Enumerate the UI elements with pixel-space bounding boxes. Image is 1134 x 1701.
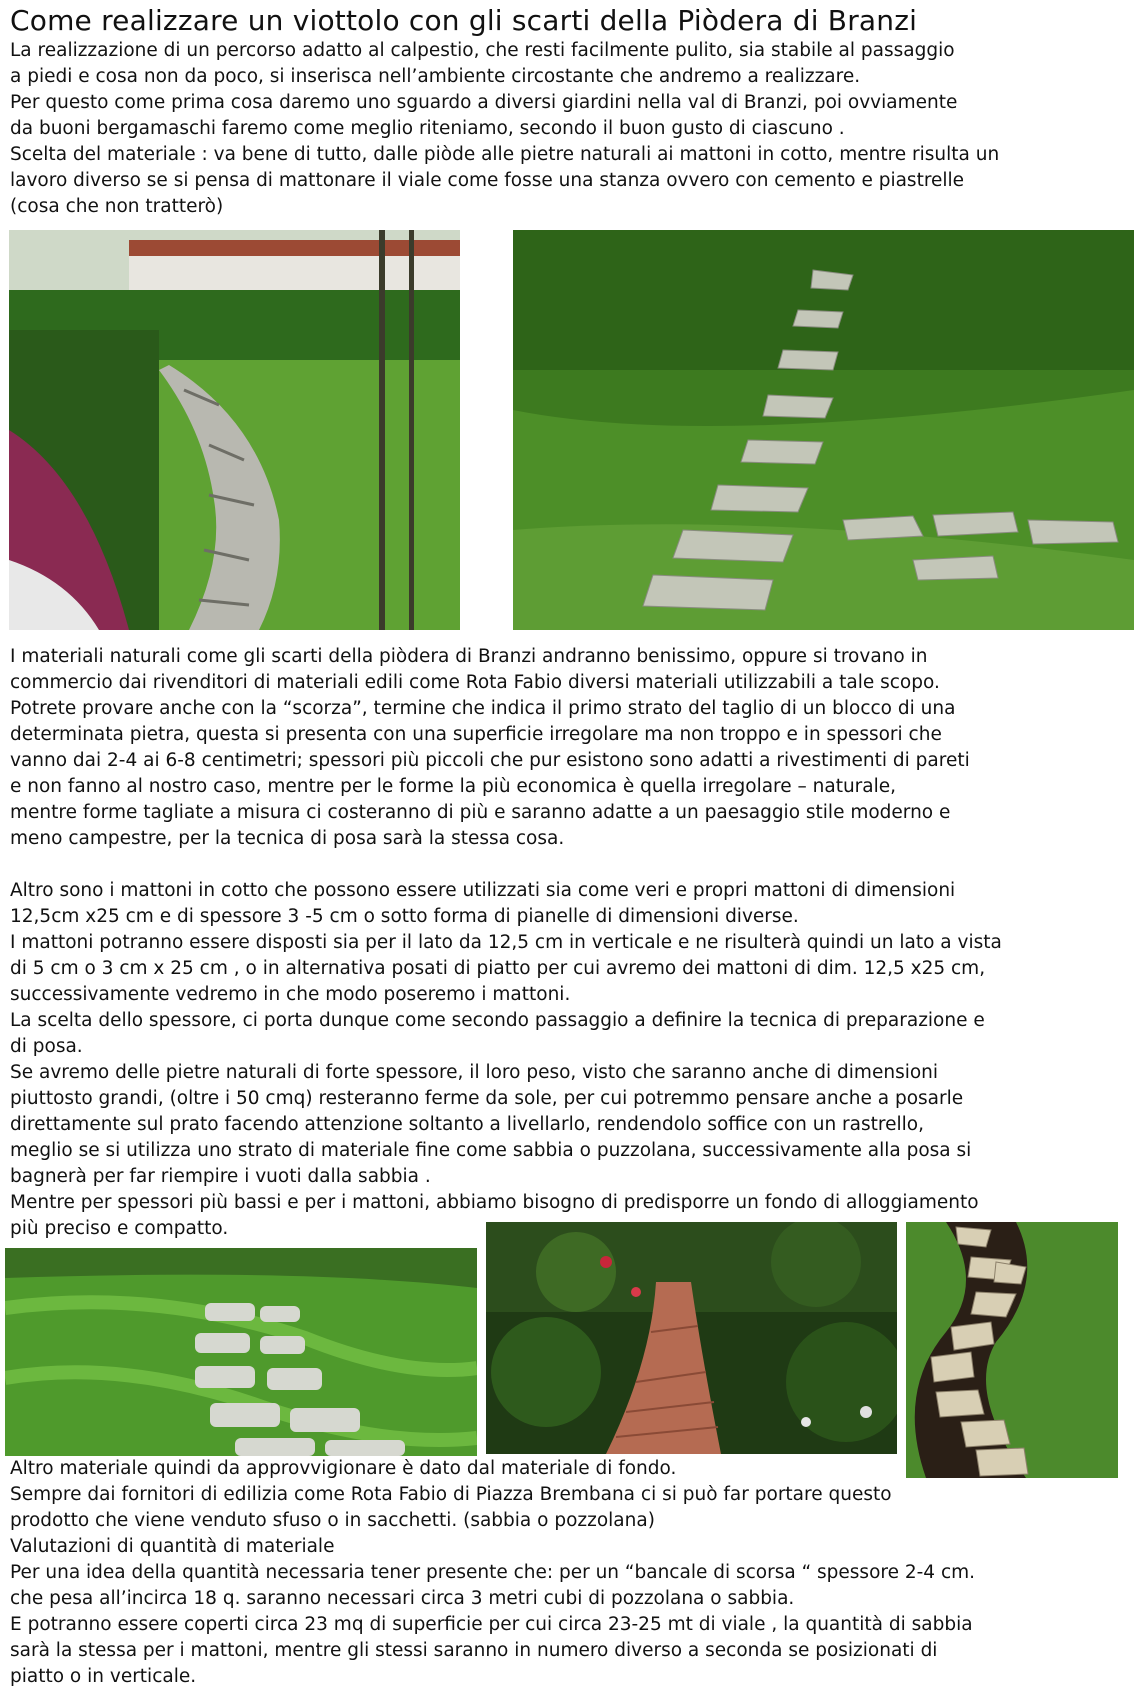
text-line: meglio se si utilizza uno strato di materiale fine come sabbia o puzzolana, successivamente alla posa si bbox=[10, 1140, 972, 1161]
text-line: da buoni bergamaschi faremo come meglio riteniamo, secondo il buon gusto di ciascuno . bbox=[10, 118, 845, 139]
text-line: che pesa all’incirca 18 q. saranno necessari circa 3 metri cubi di pozzolana o sabbia. bbox=[10, 1588, 795, 1609]
text-line: Scelta del materiale : va bene di tutto, dalle piòde alle pietre naturali ai mattoni in cotto, mentre risulta un bbox=[10, 144, 1000, 165]
text-line: prodotto che viene venduto sfuso o in sacchetti. (sabbia o pozzolana) bbox=[10, 1510, 655, 1531]
intro-paragraph bbox=[10, 38, 1124, 220]
text-line: piatto o in verticale. bbox=[10, 1666, 197, 1687]
text-line: determinata pietra, questa si presenta con una superficie irregolare ma non troppo e in spessori che bbox=[10, 724, 942, 745]
text-line: meno campestre, per la tecnica di posa sarà la stessa cosa. bbox=[10, 828, 565, 849]
text-line: mentre forme tagliate a misura ci costeranno di più e saranno adatte a un paesaggio stile moderno e bbox=[10, 802, 951, 823]
text-line: di 5 cm o 3 cm x 25 cm , o in alternativa posati di piatto per cui avremo dei mattoni di dim. 12,5 x25 cm, bbox=[10, 958, 986, 979]
text-line: La realizzazione di un percorso adatto al calpestio, che resti facilmente pulito, sia stabile al passaggio bbox=[10, 40, 955, 61]
text-line: più preciso e compatto. bbox=[10, 1218, 229, 1239]
text-line: La scelta dello spessore, ci porta dunque come secondo passaggio a definire la tecnica di preparazione e bbox=[10, 1010, 985, 1031]
body-paragraph-base-material bbox=[10, 1456, 1124, 1690]
text-line: I materiali naturali come gli scarti della piòdera di Branzi andranno benissimo, oppure si trovano in bbox=[10, 646, 928, 667]
text-line: Potrete provare anche con la “scorza”, termine che indica il primo strato del taglio di un blocco di una bbox=[10, 698, 956, 719]
text-line: bagnerà per far riempire i vuoti dalla sabbia . bbox=[10, 1166, 431, 1187]
section-heading-quantities: Valutazioni di quantità di materiale bbox=[10, 1536, 335, 1557]
text-line: Per una idea della quantità necessaria tener presente che: per un “bancale di scorsa “ spessore 2-4 cm. bbox=[10, 1562, 976, 1583]
text-line: (cosa che non tratterò) bbox=[10, 196, 224, 217]
text-line: Altro materiale quindi da approvvigionare è dato dal materiale di fondo. bbox=[10, 1458, 677, 1479]
text-line: lavoro diverso se si pensa di mattonare il viale come fosse una stanza ovvero con cemento e piastrelle bbox=[10, 170, 965, 191]
text-line: successivamente vedremo in che modo poseremo i mattoni. bbox=[10, 984, 571, 1005]
text-line: Altro sono i mattoni in cotto che possono essere utilizzati sia come veri e propri mattoni di dimensioni bbox=[10, 880, 956, 901]
body-paragraph-materials bbox=[10, 644, 1124, 1242]
text-line: piuttosto grandi, (oltre i 50 cmq) resteranno ferme da sole, per cui potremmo pensare anche a posarle bbox=[10, 1088, 964, 1109]
text-line: Mentre per spessori più bassi e per i mattoni, abbiamo bisogno di predisporre un fondo di alloggiamento bbox=[10, 1192, 979, 1213]
photo-stepping-stones-grass bbox=[5, 1248, 477, 1456]
text-line: a piedi e cosa non da poco, si inserisca nell’ambiente circostante che andremo a realizzare. bbox=[10, 66, 861, 87]
text-line: I mattoni potranno essere disposti sia per il lato da 12,5 cm in verticale e ne risulterà quindi un lato a vista bbox=[10, 932, 1002, 953]
photo-curved-stone-path bbox=[9, 230, 460, 630]
page-title: Come realizzare un viottolo con gli scarti della Piòdera di Branzi bbox=[10, 4, 918, 37]
text-line: Per questo come prima cosa daremo uno sguardo a diversi giardini nella val di Branzi, poi ovviamente bbox=[10, 92, 958, 113]
photo-brick-garden-path bbox=[486, 1222, 897, 1454]
text-line: commercio dai rivenditori di materiali edili come Rota Fabio diversi materiali utilizzabili a tale scopo. bbox=[10, 672, 940, 693]
text-line: Se avremo delle pietre naturali di forte spessore, il loro peso, visto che saranno anche di dimensioni bbox=[10, 1062, 939, 1083]
photo-flagstone-lawn-path bbox=[513, 230, 1134, 630]
text-line: e non fanno al nostro caso, mentre per le forme la più economica è quella irregolare – naturale, bbox=[10, 776, 897, 797]
text-line: E potranno essere coperti circa 23 mq di superficie per cui circa 23-25 mt di viale , la quantità di sabbia bbox=[10, 1614, 973, 1635]
text-line: vanno dai 2-4 ai 6-8 centimetri; spessori più piccoli che pur esistono sono adatti a rivestimenti di pareti bbox=[10, 750, 970, 771]
text-line: 12,5cm x25 cm e di spessore 3 -5 cm o sotto forma di pianelle di dimensioni diverse. bbox=[10, 906, 799, 927]
text-line: sarà la stessa per i mattoni, mentre gli stessi saranno in numero diverso a seconda se posizionati di bbox=[10, 1640, 938, 1661]
text-line: Sempre dai fornitori di edilizia come Rota Fabio di Piazza Brembana ci si può far portare questo bbox=[10, 1484, 892, 1505]
text-line: direttamente sul prato facendo attenzione soltanto a livellarlo, rendendolo soffice con un rastrello, bbox=[10, 1114, 924, 1135]
text-line: di posa. bbox=[10, 1036, 83, 1057]
photo-zigzag-flagstone-path bbox=[906, 1222, 1118, 1478]
